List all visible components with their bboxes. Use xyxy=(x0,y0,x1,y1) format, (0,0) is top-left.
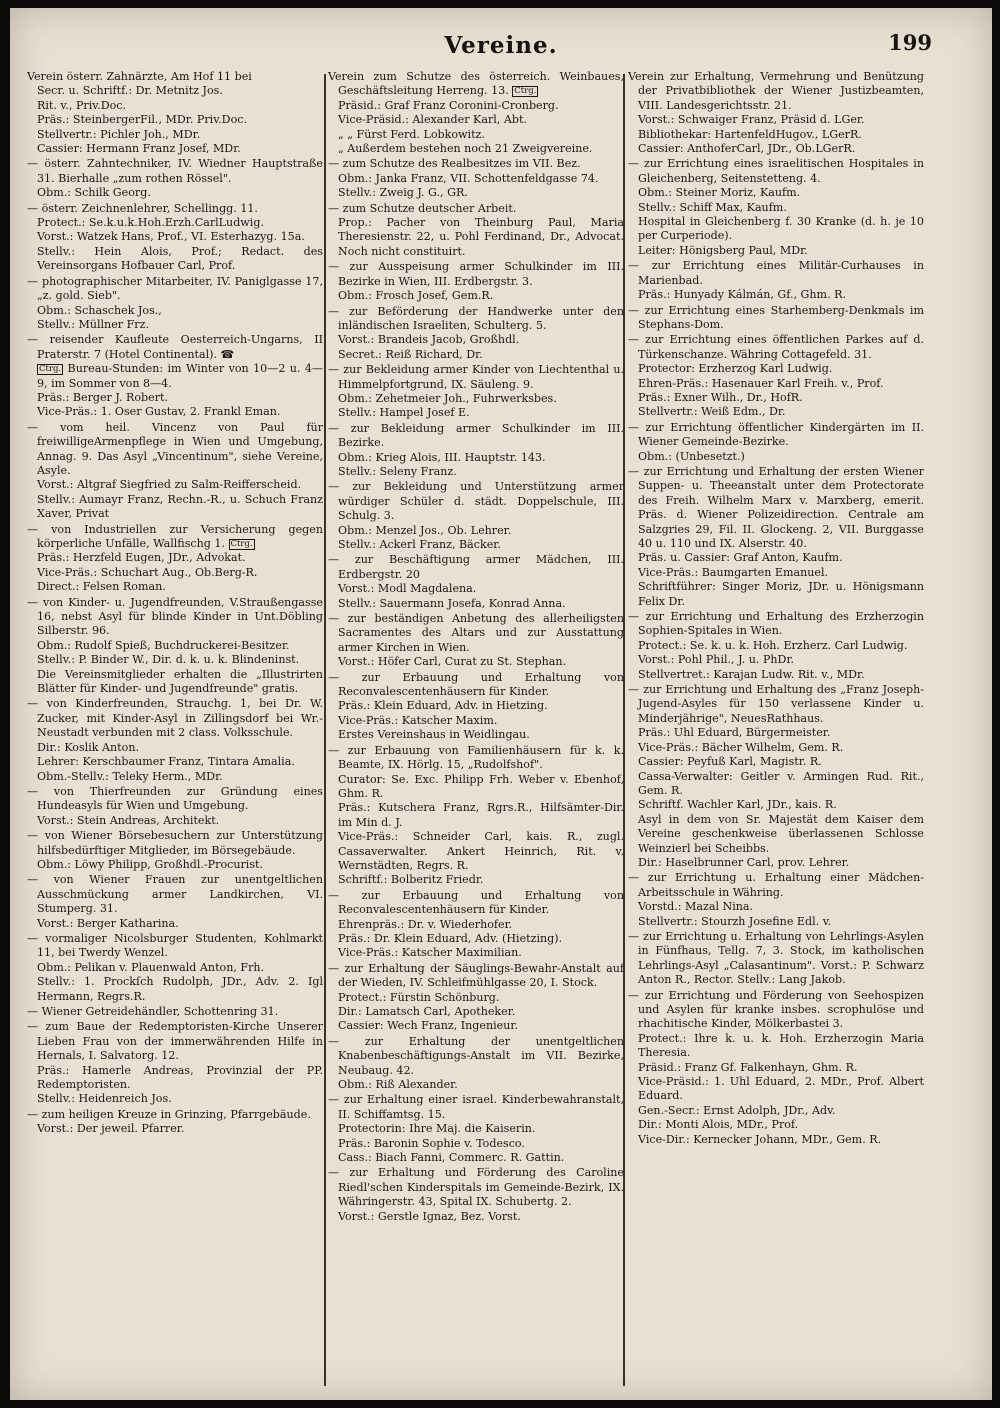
directory-entry: — zur Errichtung eines öffentlichen Parkes auf d. Türkenschanze. Währing Cottagefeld. 31. Protector: Erzherzog Karl Ludwig. Ehren-Präs.: Hasenauer Karl Freih. v., Prof. Präs.: Exner Wilh., Dr., HofR. Stellvertr.: Weiß Edm., Dr. xyxy=(628,333,924,419)
directory-entry: — reisender Kaufleute Oesterreich-Ungarns, II Praterstr. 7 (Hotel Continental). ☎ Ctrg. Bureau-Stunden: im Winter von 10—2 u. 4—9, im Sommer von 8—4. Präs.: Berger J. Robert. Vice-Präs.: 1. Oser Gustav, 2. Frankl Eman. xyxy=(27,333,323,419)
directory-entry: — zur Bekleidung und Unterstützung armer würdiger Schüler d. städt. Doppelschule, III. Schulg. 3. Obm.: Menzel Jos., Ob. Lehrer. Stellv.: Ackerl Franz, Bäcker. xyxy=(328,480,624,551)
directory-entry: Verein zur Erhaltung, Vermehrung und Benützung der Privatbibliothek der Wiener Justizbeamten, VIII. Landesgerichtsstr. 21. Vorst.: Schwaiger Franz, Präsid d. LGer. Bibliothekar: HartenfeldHugov., LGerR. Cassier: AnthoferCarl, JDr., Ob.LGerR. xyxy=(628,70,924,156)
directory-entry: — von Wiener Frauen zur unentgeltlichen Ausschmückung armer Landkirchen, VI. Stumperg. 31. Vorst.: Berger Katharina. xyxy=(27,873,323,930)
directory-entry: — zur Bekleidung armer Schulkinder im III. Bezirke. Obm.: Krieg Alois, III. Hauptstr. 143. Stellv.: Seleny Franz. xyxy=(328,421,624,478)
directory-entry: — vormaliger Nicolsburger Studenten, Kohlmarkt 11, bei Twerdy Wenzel. Obm.: Pelikan v. Plauenwald Anton, Frh. Stellv.: 1. Prockſch Rudolph, JDr., Adv. 2. Igl Hermann, Regrs.R. xyxy=(27,931,323,1003)
directory-entry: — von Kinder- u. Jugendfreunden, V.Straußengasse 16, nebst Asyl für blinde Kinder in Unt.Döbling Silberstr. 96. Obm.: Rudolf Spieß, Buchdruckerei-Besitzer. Stellv.: P. Binder W., Dir. d. k. u. k. Blindeninst. Die Vereinsmitglieder erhalten die „Illustrirten Blätter für Kinder- und Jugendfreunde" gratis. xyxy=(27,595,323,696)
page-title: Vereine. xyxy=(444,32,558,59)
directory-entry: — österr. Zahntechniker, IV. Wiedner Hauptstraße 31. Bierhalle „zum rothen Rössel". Obm.: Schilk Georg. xyxy=(27,157,323,200)
directory-entry: — photographischer Mitarbeiter, IV. Paniglgasse 17, „z. gold. Sieb". Obm.: Schaschek Jos., Stellv.: Müllner Frz. xyxy=(27,274,323,331)
directory-entry: — Wiener Getreidehändler, Schottenring 31. xyxy=(27,1005,279,1018)
column-left xyxy=(27,70,323,1390)
directory-entry: — zur Errichtung eines israelitischen Hospitales in Gleichenberg, Seitenstetteng. 4. Obm.: Steiner Moriz, Kaufm. Stellv.: Schiff Max, Kaufm. Hospital in Gleichenberg f. 30 Kranke (d. h. je 10 per Curperiode). Leiter: Hönigsberg Paul, MDr. xyxy=(628,157,924,257)
directory-entry: — zur Errichtung und Erhaltung des Erzherzogin Sophien-Spitales in Wien. Protect.: Se. k. u. k. Hoh. Erzherz. Carl Ludwig. Vorst.: Pohl Phil., J. u. PhDr. Stellvertret.: Karajan Ludw. Rit. v., MDr. xyxy=(628,610,924,681)
column-rule xyxy=(324,74,326,1386)
directory-entry: — zur Errichtung und Erhaltung der ersten Wiener Suppen- u. Theeanstalt unter dem Protectorate des Freih. Wilhelm Marx v. Marxberg, emerit. Präs. d. Wiener Polizeidirection. Centrale am Salzgries 29, Fil. II. Glockeng. 2, VII. Burggasse 40 u. 110 und IX. Alserstr. 40. Präs. u. Cassier: Graf Anton, Kaufm. Vice-Präs.: Baumgarten Emanuel. Schriftführer: Singer Moriz, JDr. u. Hönigsmann Felix Dr. xyxy=(628,464,924,608)
directory-entry: — zur Errichtung eines Militär-Curhauses in Marienbad. Präs.: Hunyady Kálmán, Gf., Ghm. R. xyxy=(628,259,924,302)
directory-entry: Verein österr. Zahnärzte, Am Hof 11 bei Secr. u. Schriftf.: Dr. Metnitz Jos. Rit. v., Priv.Doc. Präs.: SteinbergerFil., MDr. Priv.Doc. Stellvertr.: Pichler Joh., MDr. Cassier: Hermann Franz Josef, MDr. xyxy=(27,70,252,156)
directory-entry: — zur Erbauung und Erhaltung von Reconvalescentenhäusern für Kinder. Ehrenpräs.: Dr. v. Wiederhofer. Präs.: Dr. Klein Eduard, Adv. (Hietzing). Vice-Präs.: Katscher Maximilian. xyxy=(328,888,624,960)
telephone-mark: Ctrg. xyxy=(39,364,62,375)
directory-entry: — zum heiligen Kreuze in Grinzing, Pfarrgebäude. Vorst.: Der jeweil. Pfarrer. xyxy=(27,1107,311,1136)
directory-entry: — zum Schutze des Realbesitzes im VII. Bez. Obm.: Janka Franz, VII. Schottenfeldgasse 74. Stellv.: Zweig J. G., GR. xyxy=(328,157,599,200)
column-middle xyxy=(328,70,624,1390)
telephone-mark: Ctrg. xyxy=(230,539,253,549)
directory-page xyxy=(10,8,992,1400)
directory-entry: — zum Baue der Redemptoristen-Kirche Unserer Lieben Frau von der immerwährenden Hilfe in Hernals, I. Salvatorg. 12. Präs.: Hamerle Andreas, Provinzial der PP. Redemptoristen. Stellv.: Heidenreich Jos. xyxy=(27,1020,323,1106)
directory-entry: — zum Schutze deutscher Arbeit. Prop.: Pacher von Theinburg Paul, Maria Theresienstr. 22, u. Pohl Ferdinand, Dr., Advocat. Noch nicht constituirt. xyxy=(328,201,624,258)
page-number: 199 xyxy=(888,30,932,55)
directory-entry: — zur Erhaltung der Säuglings-Bewahr-Anstalt auf der Wieden, IV. Schleifmühlgasse 20, I. Stock. Protect.: Fürstin Schönburg. Dir.: Lamatsch Carl, Apotheker. Cassier: Wech Franz, Ingenieur. xyxy=(328,961,624,1033)
directory-entry: — von Industriellen zur Versicherung gegen körperliche Unfälle, Wallfischg 1. Ctrg. Präs.: Herzfeld Eugen, JDr., Advokat. Vice-Präs.: Schuchart Aug., Ob.Berg-R. Direct.: Felsen Roman. xyxy=(27,522,323,594)
directory-entry: — von Thierfreunden zur Gründung eines Hundeasyls für Wien und Umgebung. Vorst.: Stein Andreas, Architekt. xyxy=(27,784,323,827)
directory-entry: — zur Bekleidung armer Kinder von Liechtenthal u. Himmelpfortgrund, IX. Säuleng. 9. Obm.: Zehetmeier Joh., Fuhrwerksbes. Stellv.: Hampel Josef E. xyxy=(328,363,624,420)
directory-entry: — zur Erhaltung der unentgeltlichen Knabenbeschäftigungs-Anstalt im VII. Bezirke, Neubaug. 42. Obm.: Riß Alexander. xyxy=(328,1034,624,1092)
directory-entry: — zur Beförderung der Handwerke unter den inländischen Israeliten, Schulterg. 5. Vorst.: Brandeis Jacob, Großhdl. Secret.: Reiß Richard, Dr. xyxy=(328,304,624,361)
directory-entry: — zur Errichtung und Förderung von Seehospizen und Asylen für kranke insbes. scrophulöse und rhachitische Kinder, Mölkerbastei 3. Protect.: Ihre k. u. k. Hoh. Erzherzogin Maria Theresia. Präsid.: Franz Gf. Falkenhayn, Ghm. R. Vice-Präsid.: 1. Uhl Eduard, 2. MDr., Prof. Albert Eduard. Gen.-Secr.: Ernst Adolph, JDr., Adv. Dir.: Monti Alois, MDr., Prof. Vice-Dir.: Kernecker Johann, MDr., Gem. R. xyxy=(628,988,924,1146)
directory-entry: — zur Erhaltung einer israel. Kinderbewahranstalt, II. Schiffamtsg. 15. Protectorin: Ihre Maj. die Kaiserin. Präs.: Baronin Sophie v. Todesco. Cass.: Biach Fanni, Commerc. R. Gattin. xyxy=(328,1093,624,1165)
directory-entry: — von Kinderfreunden, Strauchg. 1, bei Dr. W. Zucker, mit Kinder-Asyl in Zillingsdorf bei Wr.-Neustadt verbunden mit 2 class. Volksschule. Dir.: Koslik Anton. Lehrer: Kerschbaumer Franz, Tintara Amalia. Obm.-Stellv.: Teleky Herm., MDr. xyxy=(27,697,323,783)
directory-entry: — zur Erbauung und Erhaltung von Reconvalescentenhäusern für Kinder. Präs.: Klein Eduard, Adv. in Hietzing. Vice-Präs.: Katscher Maxim. Erstes Vereinshaus in Weidlingau. xyxy=(328,670,624,742)
directory-entry: — zur Errichtung und Erhaltung des „Franz Joseph-Jugend-Asyles für 150 verlassene Kinder u. Minderjährige", NeuesRathhaus. Präs.: Uhl Eduard, Bürgermeister. Vice-Präs.: Bächer Wilhelm, Gem. R. Cassier: Peyfuß Karl, Magistr. R. Cassa-Verwalter: Geitler v. Armingen Rud. Rit., Gem. R. Schriftf. Wachler Karl, JDr., kais. R. Asyl in dem von Sr. Majestät dem Kaiser dem Vereine geschenkweise überlassenen Schlosse Weinzierl bei Scheibbs. Dir.: Haselbrunner Carl, prov. Lehrer. xyxy=(628,683,924,869)
directory-entry: — zur Beschäftigung armer Mädchen, III. Erdbergstr. 20 Vorst.: Modl Magdalena. Stellv.: Sauermann Josefa, Konrad Anna. xyxy=(328,553,624,610)
directory-entry: — zur Errichtung u. Erhaltung einer Mädchen-Arbeitsschule in Währing. Vorstd.: Mazal Nina. Stellvertr.: Stourzh Josefine Edl. v. xyxy=(628,871,924,928)
directory-entry: — österr. Zeichnenlehrer, Schellingg. 11. Protect.: Se.k.u.k.Hoh.Erzh.CarlLudwig. Vorst.: Watzek Hans, Prof., VI. Esterhazyg. 15a. Stellv.: Hein Alois, Prof.; Redact. des Vereinsorgans Hofbauer Carl, Prof. xyxy=(27,201,323,273)
directory-entry: Verein zum Schutze des österreich. Weinbaues, Geschäftsleitung Herreng. 13. Ctrg. Präsid.: Graf Franz Coronini-Cronberg. Vice-Präsid.: Alexander Karl, Abt. „ „ Fürst Ferd. Lobkowitz. „ Außerdem bestehen noch 21 Zweigvereine. xyxy=(328,70,624,156)
column-right xyxy=(628,70,924,1390)
directory-entry: — zur Erhaltung und Förderung des Caroline Riedl'schen Kinderspitals im Gemeinde-Bezirk, IX. Währingerstr. 43, Spital IX. Schubertg. 2. Vorst.: Gerstle Ignaz, Bez. Vorst. xyxy=(328,1166,624,1223)
directory-entry: — zur Errichtung öffentlicher Kindergärten im II. Wiener Gemeinde-Bezirke. Obm.: (Unbesetzt.) xyxy=(628,420,924,463)
directory-entry: — zur Ausspeisung armer Schulkinder im III. Bezirke in Wien, III. Erdbergstr. 3. Obm.: Frosch Josef, Gem.R. xyxy=(328,260,624,303)
directory-entry: — zur Errichtung u. Erhaltung von Lehrlings-Asylen in Fünfhaus, Tellg. 7, 3. Stock, im katholischen Lehrlings-Asyl „Calasantinum". Vorst.: P. Schwarz Anton R., Rector. Stellv.: Lang Jakob. xyxy=(628,929,924,987)
directory-entry: — zur Errichtung eines Starhemberg-Denkmals im Stephans-Dom. xyxy=(628,303,924,331)
directory-entry: — zur beständigen Anbetung des allerheiligsten Sacramentes des Altars und zur Ausstattung armer Kirchen in Wien. Vorst.: Höfer Carl, Curat zu St. Stephan. xyxy=(328,612,624,669)
telephone-mark: Ctrg. xyxy=(514,86,537,97)
directory-entry: — von Wiener Börsebesuchern zur Unterstützung hilfsbedürftiger Mitglieder, im Börsegebäude. Obm.: Löwy Philipp, Großhdl.-Procurist. xyxy=(27,829,323,871)
directory-entry: — zur Erbauung von Familienhäusern für k. k. Beamte, IX. Hörlg. 15, „Rudolfshof". Curator: Se. Exc. Philipp Frh. Weber v. Ebenhof, Ghm. R. Präs.: Kutschera Franz, Rgrs.R., Hilfsämter-Dir. im Min d. J. Vice-Präs.: Schneider Carl, kais. R., zugl. Cassaverwalter. Ankert Heinrich, Rit. v. Wernstädten, Regrs. R. Schriftf.: Bolberitz Friedr. xyxy=(328,743,624,887)
directory-entry: — vom heil. Vincenz von Paul für freiwilligeArmenpflege in Wien und Umgebung, Annag. 9. Das Asyl „Vincentinum", siehe Vereine, Asyle. Vorst.: Altgraf Siegfried zu Salm-Reifferscheid. Stellv.: Aumayr Franz, Rechn.-R., u. Schuch Franz Xaver, Privat xyxy=(27,420,323,521)
